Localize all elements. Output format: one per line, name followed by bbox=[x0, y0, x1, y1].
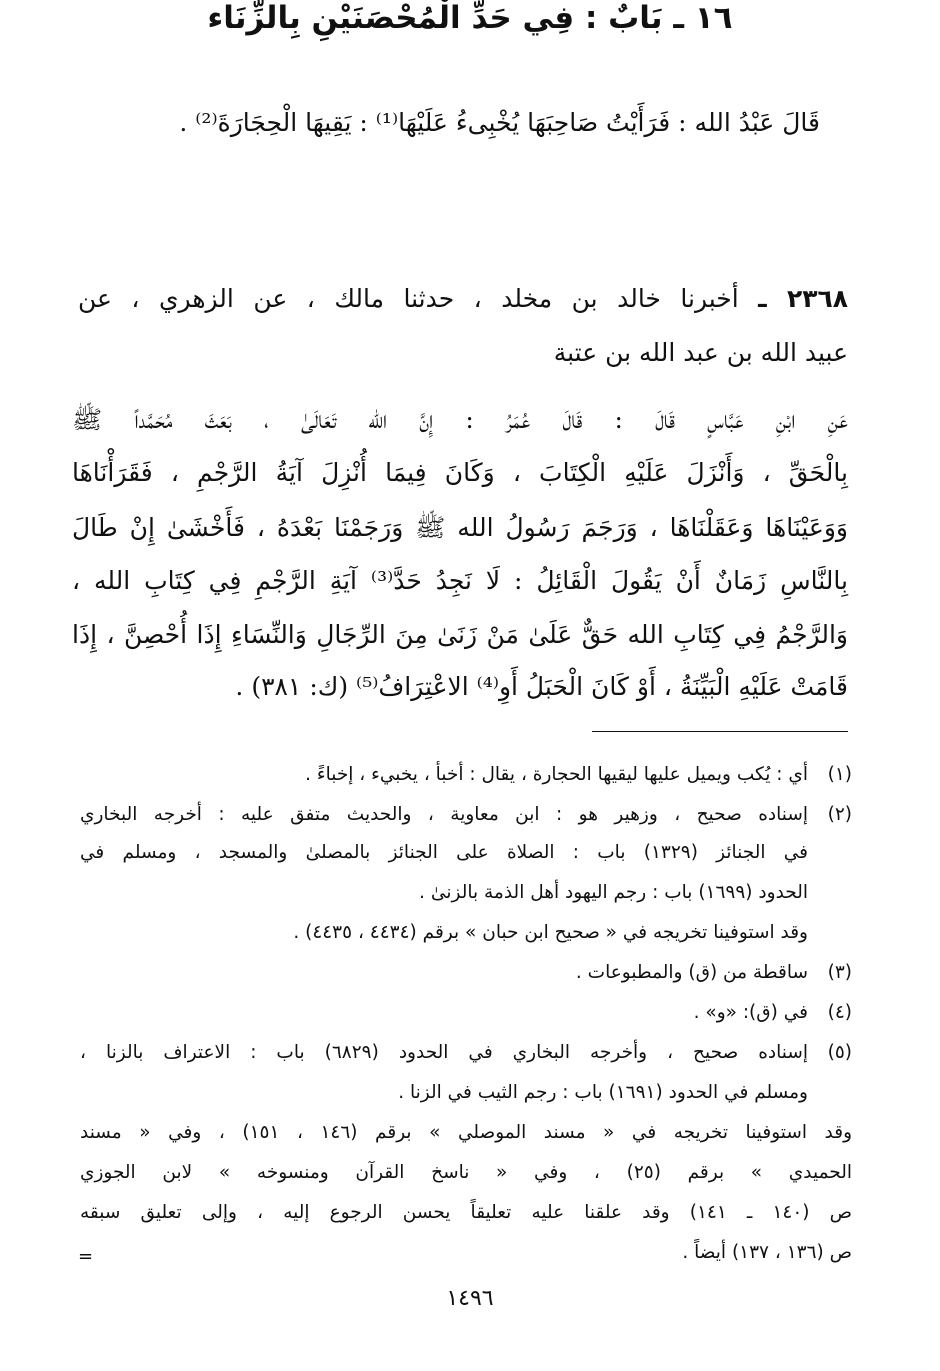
footnote-number: (٥) bbox=[827, 1042, 852, 1063]
footnote-text: ساقطة من (ق) والمطبوعات . bbox=[575, 962, 808, 983]
footnote-text: إسناده صحيح ، وزهير هو : ابن معاوية ، والحديث متفق عليه : أخرجه البخاري bbox=[80, 804, 808, 825]
footnote-text: إسناده صحيح ، وأخرجه البخاري في الحدود (٦٨٢٩) باب : الاعتراف بالزنا ، bbox=[80, 1042, 809, 1063]
footnote-text: وقد استوفينا تخريجه في « مسند الموصلي » برقم (١٤٦ ، ١٥١) ، وفي « مسند bbox=[80, 1122, 853, 1143]
footnote-text: في الجنائز (١٣٢٩) باب : الصلاة على الجنائز بالمصلىٰ والمسجد ، ومسلم في bbox=[80, 842, 808, 863]
footnote-divider bbox=[592, 731, 848, 732]
matn-line: وَوَعَيْنَاهَا وَعَقَلْنَاهَا ، وَرَجَمَ رَسُولُ الله ﷺ وَرَجَمْنَا بَعْدَهُ ، فَأَخْشَىٰ إِنْ طَالَ bbox=[72, 513, 848, 542]
isnad-text-1: أخبرنا خالد بن مخلد ، حدثنا مالك ، عن الزهري ، عن bbox=[78, 284, 739, 313]
footnote-text: ص (١٣٦ ، ١٣٧) أيضاً . bbox=[682, 1242, 852, 1263]
footnote-text: وقد استوفينا تخريجه في « صحيح ابن حبان » برقم (٤٤٣٤ ، ٤٤٣٥) . bbox=[293, 922, 808, 943]
chapter-heading: ١٦ ـ بَابٌ : فِي حَدِّ الْمُحْصَنَيْنِ بِالزِّنَاء bbox=[207, 0, 733, 36]
matn-line: عَنِ ابْنِ عَبَّاسٍ قَالَ : قَالَ عُمَرُ : إِنَّ الله تَعَالَىٰ ، بَعَثَ مُحَمَّداً ﷺ bbox=[72, 405, 848, 434]
matn-line: بِالْحَقِّ ، وَأَنْزَلَ عَلَيْهِ الْكِتَابَ ، وَكَانَ فِيمَا أُنْزِلَ آيَةُ الرَّجْمِ ، فَقَرَأْنَاهَا bbox=[72, 458, 848, 487]
intro-line: قَالَ عَبْدُ الله : فَرَأَيْتُ صَاحِبَهَا يُخْبِىءُ عَلَيْهَا⁽¹⁾ : يَقِيهَا الْحِجَارَةَ⁽²⁾ . bbox=[179, 108, 820, 137]
footnote-text: الحدود (١٦٩٩) باب : رجم اليهود أهل الذمة بالزنىٰ . bbox=[419, 882, 808, 903]
matn-line: وَالرَّجْمُ فِي كِتَابِ الله حَقٌّ عَلَىٰ مَنْ زَنَىٰ مِنَ الرِّجَالِ وَالنِّسَاءِ إِذَا أُحْصِنَّ ، إِذَا bbox=[72, 620, 848, 649]
footnote-number: (٢) bbox=[827, 804, 852, 825]
footnote-text: الحميدي » برقم (٢٥) ، وفي « ناسخ القرآن ومنسوخه » لابن الجوزي bbox=[80, 1162, 852, 1183]
footnote-number: (٤) bbox=[827, 1002, 852, 1023]
footnote-number: (٣) bbox=[827, 962, 852, 983]
page-number: ١٤٩٦ bbox=[446, 1286, 494, 1311]
hadith-isnad-line-2: عبيد الله بن عبد الله بن عتبة bbox=[553, 338, 848, 367]
hadith-isnad-line-1 bbox=[78, 284, 848, 313]
matn-line: بِالنَّاسِ زَمَانٌ أَنْ يَقُولَ الْقَائِلُ : لَا نَجِدُ حَدَّ⁽³⁾ آيَةِ الرَّجْمِ فِي كِتَابِ الله ، bbox=[72, 566, 848, 595]
hadith-number: ٢٣٦٨ ـ bbox=[758, 284, 848, 313]
footnote-text: ومسلم في الحدود (١٦٩١) باب : رجم الثيب في الزنا . bbox=[398, 1082, 808, 1103]
footnote-text: ص (١٤٠ ـ ١٤١) وقد علقنا عليه تعليقاً يحسن الرجوع إليه ، وإلى تعليق سبقه bbox=[80, 1202, 852, 1223]
matn-line: قَامَتْ عَلَيْهِ الْبَيِّنَةُ ، أَوْ كَانَ الْحَبَلُ أَوِ⁽⁴⁾ الاعْتِرَافُ⁽⁵⁾ (ك: ٣٨١) . bbox=[235, 672, 848, 701]
footnote-number: (١) bbox=[827, 764, 852, 785]
footnote-text: في (ق): «و» . bbox=[693, 1002, 808, 1023]
footnote-text: أي : يُكب ويميل عليها ليقيها الحجارة ، يقال : أخبأ ، يخبيء ، إخباءً . bbox=[305, 764, 808, 785]
continuation-mark: = bbox=[78, 1246, 94, 1267]
